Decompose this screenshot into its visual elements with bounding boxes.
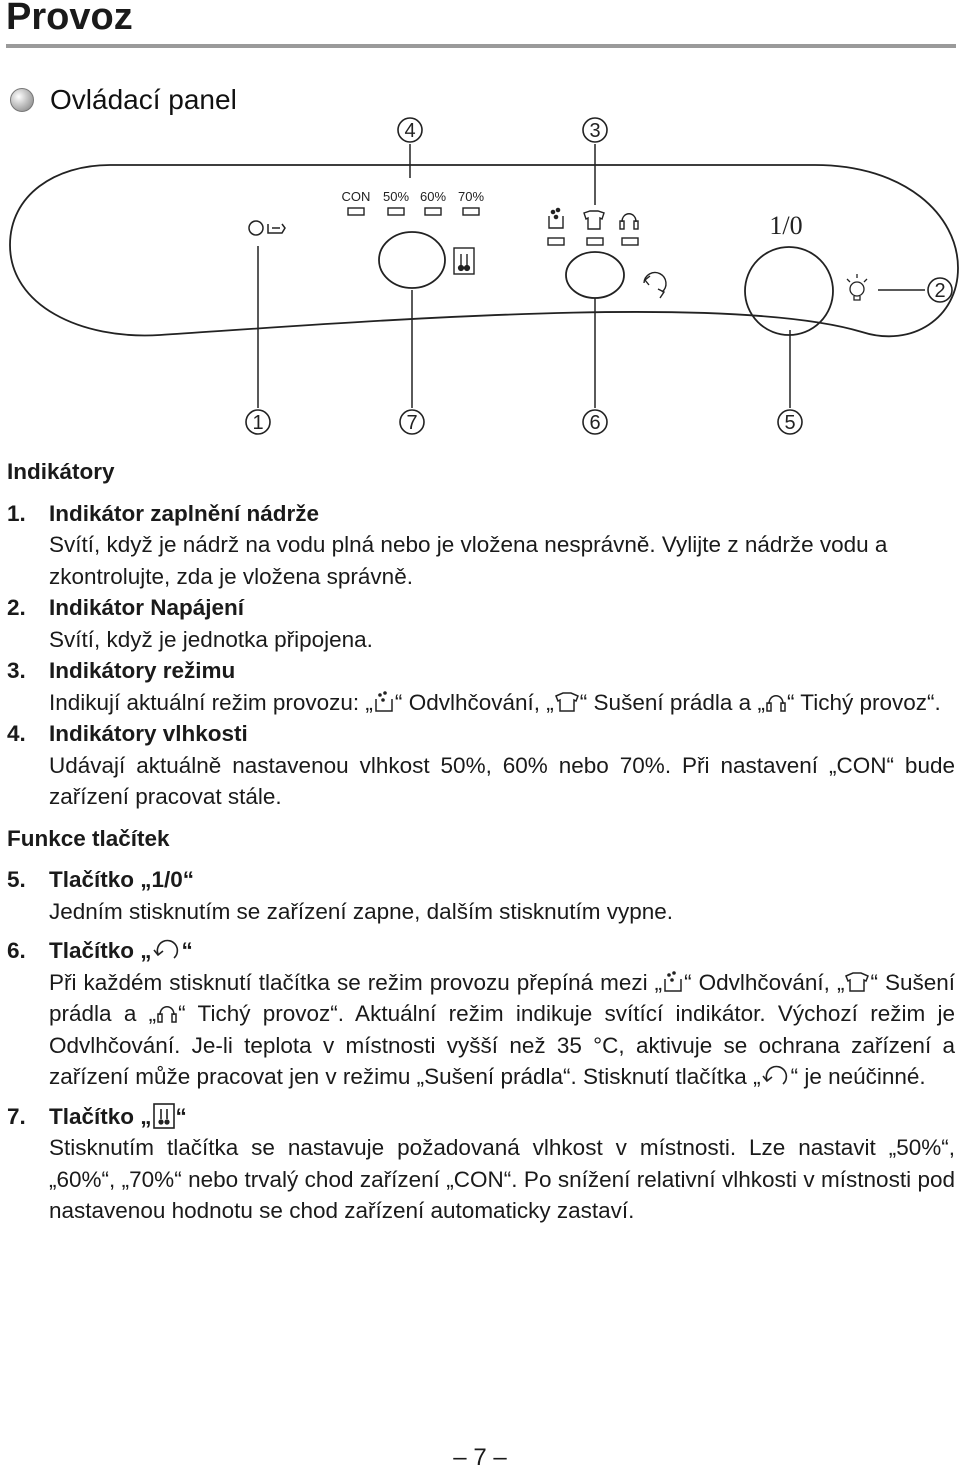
item-title: Tlačítko „ “	[49, 1103, 187, 1129]
dehumidify-mode-icon	[373, 690, 395, 714]
indicator-item-3	[7, 655, 955, 718]
mode-cycle-icon	[761, 1063, 791, 1089]
item-text: Svítí, když je jednotka připojena.	[49, 626, 373, 652]
mode-cycle-icon	[152, 937, 182, 963]
item-number: 2.	[7, 595, 26, 620]
humidity-led-50	[388, 208, 404, 215]
humidity-led-70	[463, 208, 479, 215]
power-lamp-icon	[847, 274, 867, 300]
humidity-button	[379, 232, 445, 288]
item-text: Svítí, když je nádrž na vodu plná nebo je vložena nesprávně. Vylijte z nádrže vodu a zkontrolujte, zda je vložena správně.	[49, 532, 888, 589]
callout-3	[583, 118, 607, 142]
item-title: Indikátor Napájení	[49, 595, 245, 620]
humidity-drops-icon	[454, 248, 474, 274]
indicator-item-1	[7, 498, 955, 593]
callout-1	[246, 410, 270, 434]
indicators-heading: Indikátory	[7, 459, 115, 484]
bullet-ball-icon	[10, 88, 34, 112]
callout-6-label: 6	[589, 412, 601, 434]
page-number: – 7 –	[453, 1444, 507, 1471]
item-number: 7.	[7, 1103, 26, 1129]
humidity-label-50: 50%	[382, 189, 410, 204]
callout-2-label: 2	[934, 280, 946, 302]
humidity-label-60: 60%	[419, 189, 447, 204]
callout-2	[928, 278, 952, 302]
mode-led-dehumidify	[548, 238, 564, 245]
humidity-label-con: CON	[341, 189, 371, 204]
tank-full-indicator	[249, 221, 285, 235]
silent-mode-icon	[620, 214, 638, 229]
mode-led-silent	[622, 238, 638, 245]
button-item-5	[7, 864, 955, 927]
item-title: Tlačítko „1/0“	[49, 867, 195, 892]
item-text: Stisknutím tlačítka se nastavuje požadovaná vlhkost v místnosti. Lze nastavit „50%“, „60%“, „70%“ nebo trvalý chod zařízení „CON“. Po snížení relativní vlhkosti v místnosti pod nastavenou hodnotu se chod zařízení automaticky zastaví.	[49, 1135, 955, 1223]
mode-cycle-icon	[644, 273, 666, 298]
item-text: Udávají aktuálně nastavenou vlhkost 50%, 60% nebo 70%. Při nastavení „CON“ bude zařízení pracovat stále.	[49, 752, 955, 809]
item-title: Tlačítko „ “	[49, 938, 193, 963]
mode-button	[566, 252, 624, 298]
callout-7	[400, 410, 424, 434]
button-item-7	[7, 1101, 955, 1227]
mode-led-laundry	[587, 238, 603, 245]
indicator-item-2	[7, 592, 955, 655]
page-title: Provoz	[6, 0, 133, 38]
control-panel-diagram	[0, 110, 960, 440]
humidity-led-60	[425, 208, 441, 215]
item-text: Při každém stisknutí tlačítka se režim provozu přepíná mezi „ “ Odvlhčování, „ “ Sušení prádla a „ “ Tichý provoz“. Aktuální režim indikuje svítící indikátor. Výchozí režim je Odvlhčování. Je-li teplota v místnosti vyšší než 35 °C, aktivuje se ochrana zařízení a zařízení může pracovat jen v režimu „Sušení prádla“. Stisknutí tlačítka „ “ je neúčinné.	[49, 969, 955, 1089]
item-number: 5.	[7, 867, 26, 892]
callout-6	[583, 410, 607, 434]
title-divider	[6, 44, 956, 48]
power-button	[745, 247, 833, 335]
instructions-text	[7, 456, 955, 1227]
item-number: 6.	[7, 938, 26, 963]
item-title: Indikátory vlhkosti	[49, 721, 248, 746]
section-title: Ovládací panel	[50, 84, 237, 115]
indicator-item-4	[7, 718, 955, 813]
item-title: Indikátory režimu	[49, 658, 236, 683]
callout-5-label: 5	[784, 412, 796, 434]
callout-4	[398, 118, 422, 142]
item-text: Indikují aktuální režim provozu: „ “ Odvlhčování, „ “ Sušení prádla a „ “ Tichý provoz“.	[49, 689, 941, 715]
laundry-mode-icon	[554, 691, 580, 713]
buttons-heading: Funkce tlačítek	[7, 825, 170, 851]
callout-7-label: 7	[406, 412, 418, 434]
humidity-drops-icon	[152, 1102, 176, 1130]
item-number: 3.	[7, 658, 26, 683]
humidity-label-70: 70%	[457, 189, 485, 204]
button-item-6	[7, 935, 955, 1093]
callout-5	[778, 410, 802, 434]
silent-mode-icon	[765, 691, 787, 713]
humidity-led-con	[348, 208, 364, 215]
callout-1-label: 1	[252, 412, 264, 434]
power-label: 1/0	[769, 211, 803, 240]
callout-4-label: 4	[404, 120, 416, 142]
silent-mode-icon	[156, 1002, 178, 1024]
laundry-mode-icon	[844, 971, 870, 993]
dehumidify-mode-icon	[662, 970, 684, 994]
item-number: 4.	[7, 721, 26, 746]
dehumidify-mode-icon	[549, 208, 563, 228]
callout-3-label: 3	[589, 120, 601, 142]
item-number: 1.	[7, 500, 26, 526]
laundry-mode-icon	[584, 211, 604, 229]
item-title: Indikátor zaplnění nádrže	[49, 500, 320, 526]
item-text: Jedním stisknutím se zařízení zapne, dalším stisknutím vypne.	[49, 898, 674, 924]
